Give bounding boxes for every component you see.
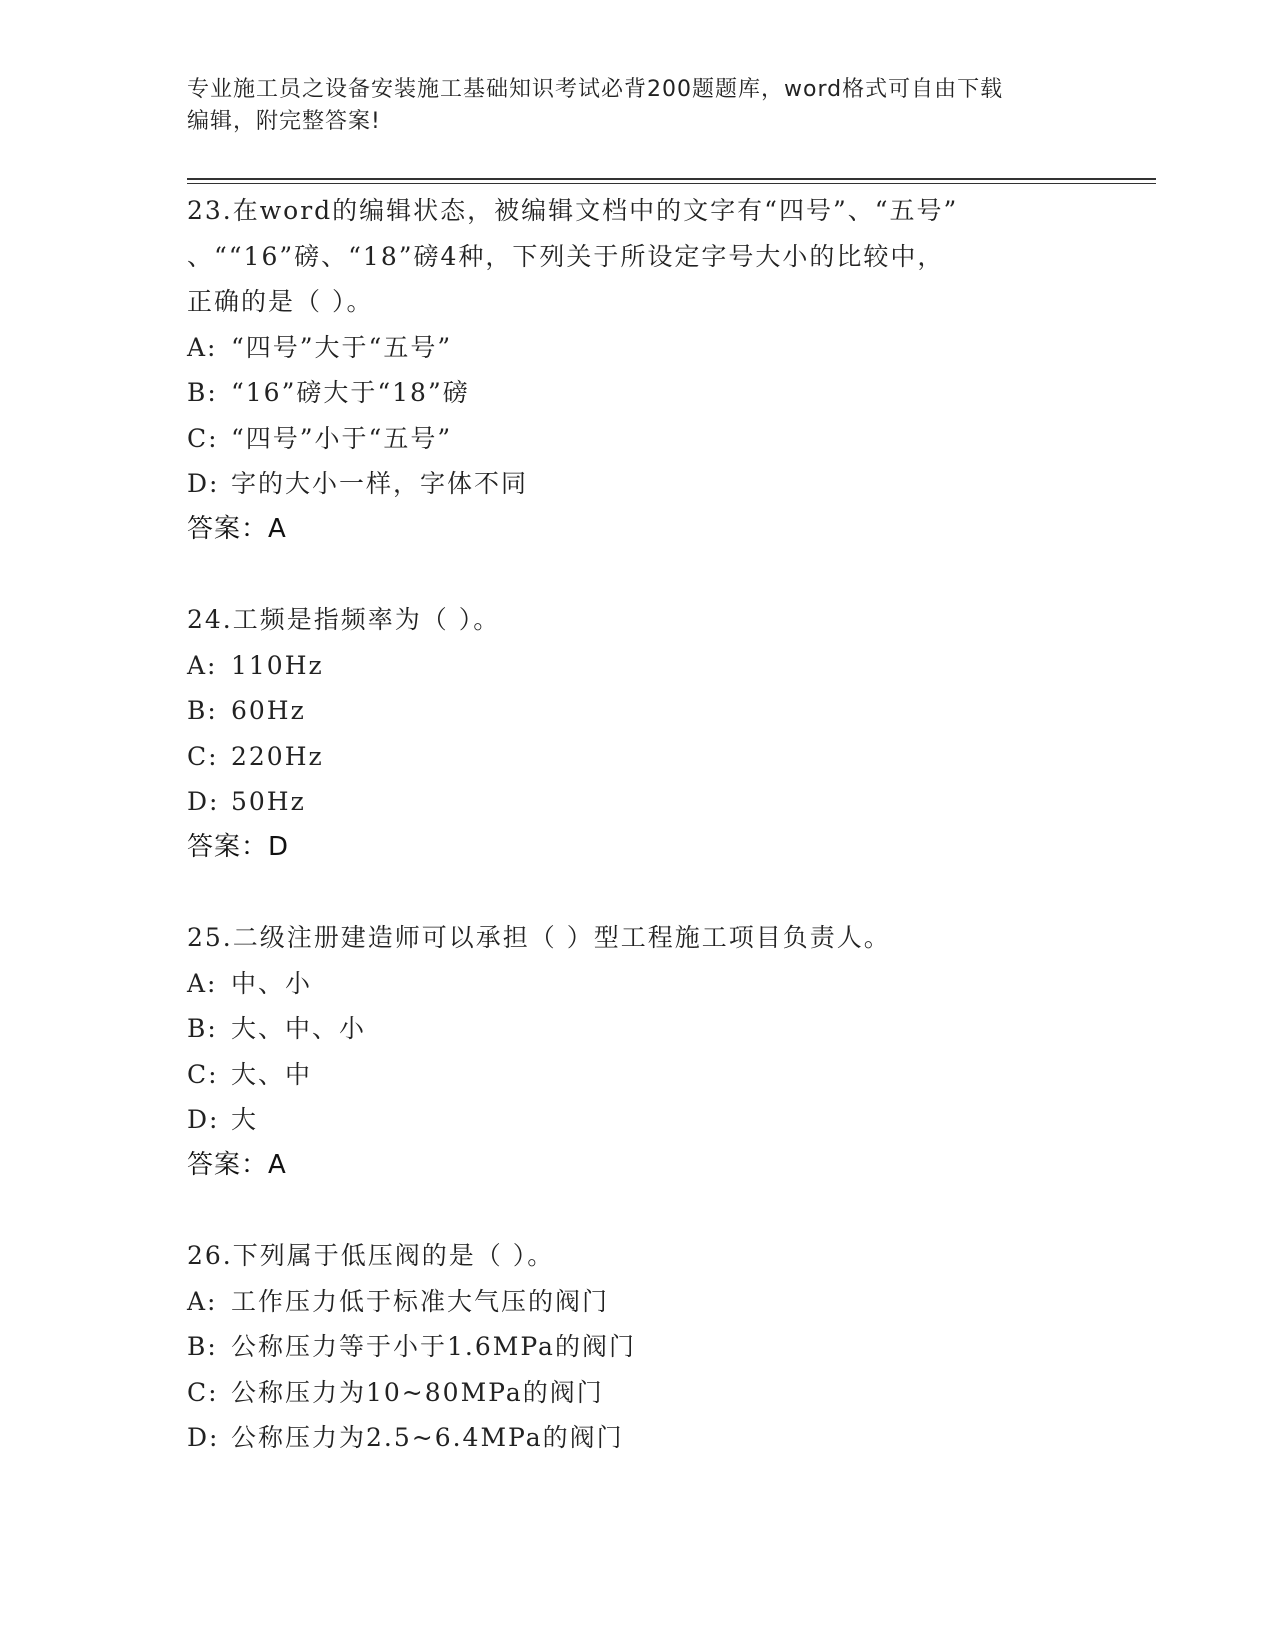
option-text: 字的大小一样，字体不同 (231, 469, 529, 498)
option-text: 50Hz (231, 787, 306, 816)
option-letter: D: (187, 1423, 220, 1452)
answer-line: 答案：D (187, 831, 290, 862)
header-divider-thick (187, 178, 1156, 180)
option-a (187, 961, 1087, 1007)
option-text: 公称压力为10~80MPa的阀门 (231, 1377, 604, 1407)
option-c (187, 1052, 1087, 1098)
option-letter: B: (187, 378, 218, 407)
answer-line: 答案：A (187, 1149, 287, 1180)
option-text: 大、中 (231, 1059, 313, 1089)
option-b (187, 370, 1087, 416)
option-text: 220Hz (231, 741, 324, 771)
header-line-1: 专业施工员之设备安装施工基础知识考试必背200题题库，word格式可自由下载 (187, 77, 1004, 102)
option-d (187, 1415, 1087, 1461)
answer-line: 答案：A (187, 513, 287, 544)
header-divider-thin (187, 183, 1156, 184)
question-stem-line: 25.二级注册建造师可以承担（ ）型工程施工项目负责人。 (187, 923, 891, 952)
option-letter: A: (187, 650, 218, 680)
option-letter: A: (187, 968, 218, 998)
option-letter: D: (187, 469, 220, 498)
question-stem-line: 正确的是（ ）。 (187, 287, 374, 316)
question-24 (187, 597, 1087, 870)
option-letter: D: (187, 1105, 220, 1134)
question-stem-line: 26.下列属于低压阀的是（ ）。 (187, 1241, 555, 1270)
question-list (187, 188, 1087, 1461)
option-text: “16”磅大于“18”磅 (231, 378, 470, 407)
option-letter: C: (187, 741, 219, 771)
option-d (187, 1097, 1087, 1143)
question-23 (187, 188, 1087, 552)
option-b (187, 1006, 1087, 1052)
option-letter: C: (187, 1377, 219, 1407)
option-text: “四号”小于“五号” (231, 423, 453, 453)
option-text: 110Hz (231, 650, 324, 680)
option-letter: B: (187, 1332, 218, 1361)
option-text: 工作压力低于标准大气压的阀门 (231, 1286, 610, 1316)
question-stem-line: 24.工频是指频率为（ ）。 (187, 605, 501, 634)
option-b (187, 1324, 1087, 1370)
option-letter: D: (187, 787, 220, 816)
option-c (187, 416, 1087, 462)
question-stem-line: 23.在word的编辑状态，被编辑文档中的文字有“四号”、“五号” (187, 196, 959, 225)
option-text: “四号”大于“五号” (231, 332, 453, 362)
question-spacer (187, 870, 1087, 915)
option-d (187, 461, 1087, 507)
header-line-2: 编辑，附完整答案! (187, 109, 381, 134)
option-text: 大、中、小 (231, 1014, 367, 1043)
option-text: 公称压力为2.5~6.4MPa的阀门 (231, 1423, 624, 1452)
option-text: 60Hz (231, 696, 306, 725)
option-letter: A: (187, 1286, 218, 1316)
option-c (187, 1370, 1087, 1416)
option-text: 大 (231, 1105, 259, 1134)
question-spacer (187, 552, 1087, 597)
option-letter: C: (187, 1059, 219, 1089)
option-c (187, 734, 1087, 780)
option-text: 公称压力等于小于1.6MPa的阀门 (231, 1332, 636, 1361)
option-text: 中、小 (231, 968, 313, 998)
document-header (187, 74, 1067, 138)
option-letter: A: (187, 332, 218, 362)
option-letter: C: (187, 423, 219, 453)
option-a (187, 643, 1087, 689)
option-a (187, 325, 1087, 371)
option-b (187, 688, 1087, 734)
question-26 (187, 1233, 1087, 1461)
question-stem-line: 、““16”磅、“18”磅4种，下列关于所设定字号大小的比较中， (187, 241, 945, 271)
option-letter: B: (187, 696, 218, 725)
question-25 (187, 915, 1087, 1188)
option-a (187, 1279, 1087, 1325)
option-d (187, 779, 1087, 825)
option-letter: B: (187, 1014, 218, 1043)
question-spacer (187, 1188, 1087, 1233)
